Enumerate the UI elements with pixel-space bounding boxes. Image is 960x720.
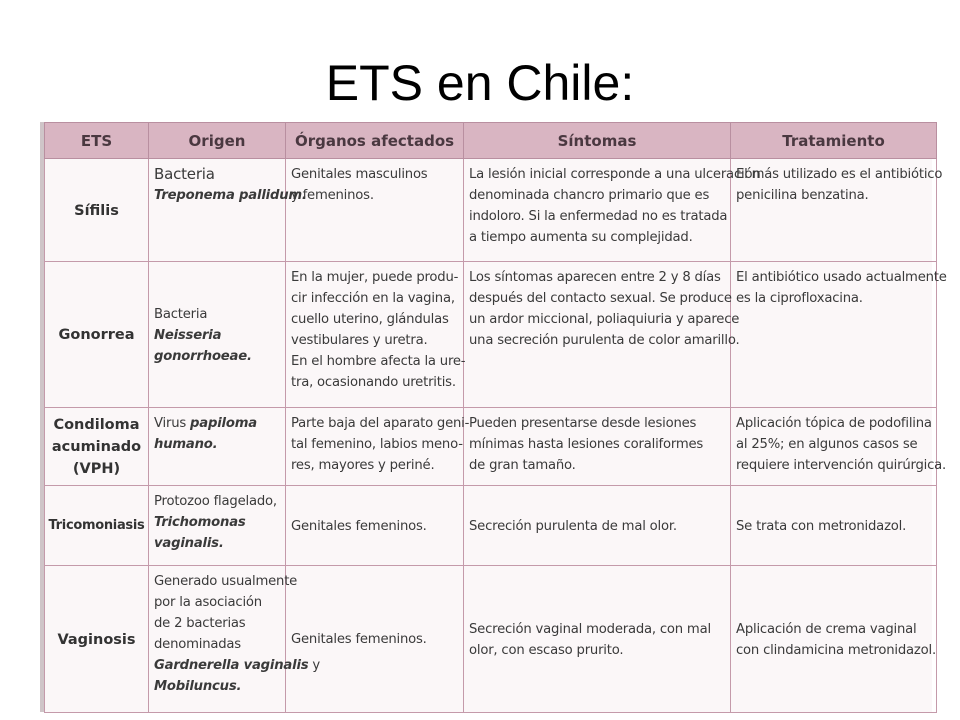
- ets-name: Vaginosis: [45, 566, 149, 713]
- tratamiento-line: El más utilizado es el antibiótico: [736, 167, 943, 182]
- sintomas-line: a tiempo aumenta su complejidad.: [469, 230, 693, 245]
- sintomas-line: una secreción purulenta de color amarillo.: [469, 333, 740, 348]
- header-ets: ETS: [45, 123, 149, 159]
- table-row: [45, 159, 937, 262]
- tratamiento-line: Se trata con metronidazol.: [736, 518, 907, 534]
- origen-line: gonorrhoeae.: [154, 348, 252, 364]
- organos-cell: [286, 408, 470, 486]
- sintomas-line: Los síntomas aparecen entre 2 y 8 días: [469, 270, 721, 285]
- sintomas-line: un ardor miccional, poliaquiuria y aparece: [469, 312, 740, 327]
- sintomas-cell: [464, 262, 740, 408]
- sintomas-cell: [464, 408, 731, 486]
- origen-line: de 2 bacterias: [154, 616, 246, 631]
- organos-line: cuello uterino, glándulas: [291, 312, 449, 327]
- sintomas-line: después del contacto sexual. Se produce: [469, 291, 732, 306]
- sintomas-line: olor, con escaso prurito.: [469, 642, 624, 658]
- organos-line: y femeninos.: [291, 188, 374, 203]
- table-row: [45, 408, 937, 486]
- origen-cell: [149, 262, 286, 408]
- tratamiento-line: al 25%; en algunos casos se: [736, 437, 918, 452]
- origen-cell: [149, 566, 321, 713]
- sintomas-line: Pueden presentarse desde lesiones: [469, 416, 697, 431]
- organos-line: Genitales masculinos: [291, 167, 428, 182]
- organos-cell: [286, 159, 464, 262]
- tratamiento-cell: [731, 408, 947, 486]
- organos-line: Genitales femeninos.: [291, 518, 427, 534]
- origen-line: Neisseria: [154, 327, 222, 343]
- origen-line: Treponema pallidum.: [154, 188, 307, 203]
- ets-name-line: acuminado: [51, 439, 142, 455]
- organos-cell: [286, 262, 464, 408]
- tratamiento-cell: [731, 262, 947, 408]
- origen-cell: [149, 159, 307, 262]
- origen-line: humano.: [154, 437, 218, 452]
- origen-line: Mobiluncus.: [154, 679, 242, 694]
- header-organos: Órganos afectados: [286, 123, 464, 159]
- tratamiento-line: requiere intervención quirúrgica.: [736, 458, 947, 473]
- origen-line: Bacteria: [154, 306, 208, 322]
- tratamiento-line: Aplicación tópica de podofilina: [736, 416, 932, 431]
- origen-line: por la asociación: [154, 595, 262, 610]
- tratamiento-line: penicilina benzatina.: [736, 188, 869, 203]
- header-origen: Origen: [149, 123, 286, 159]
- ets-name-line: (VPH): [72, 461, 121, 477]
- sintomas-line: La lesión inicial corresponde a una ulceración: [469, 167, 761, 182]
- sintomas-line: indoloro. Si la enfermedad no es tratada: [469, 209, 728, 224]
- slide-title: ETS en Chile:: [325, 55, 635, 111]
- origen-line: Trichomonas: [154, 515, 246, 530]
- header-tratamiento: Tratamiento: [731, 123, 937, 159]
- ets-name-line: Condiloma: [53, 417, 140, 433]
- tratamiento-line: El antibiótico usado actualmente: [736, 270, 947, 285]
- organos-line: cir infección en la vagina,: [291, 291, 455, 306]
- tratamiento-cell: [731, 159, 943, 262]
- origen-line: Virus: [154, 416, 191, 431]
- origen-cell: [149, 408, 286, 486]
- organos-cell: [286, 486, 464, 566]
- origen-line: papiloma: [190, 416, 257, 431]
- organos-cell: [286, 566, 464, 713]
- origen-line: denominadas: [154, 637, 241, 652]
- origen-line: Protozoo flagelado,: [154, 494, 277, 509]
- origen-line: Bacteria: [154, 165, 215, 183]
- ets-name: [45, 408, 149, 486]
- organos-line: Genitales femeninos.: [291, 632, 427, 647]
- organos-line: res, mayores y periné.: [291, 458, 435, 473]
- origen-line: Gardnerella vaginalis: [154, 658, 309, 673]
- sintomas-line: denominada chancro primario que es: [469, 188, 710, 203]
- ets-name: Tricomoniasis: [45, 486, 149, 566]
- table-header-row: [45, 123, 937, 159]
- tratamiento-line: con clindamicina metronidazol.: [736, 642, 936, 658]
- tratamiento-line: Aplicación de crema vaginal: [736, 621, 917, 637]
- origen-line: Generado usualmente: [154, 574, 298, 589]
- sintomas-cell: [464, 486, 731, 566]
- sintomas-line: de gran tamaño.: [469, 458, 576, 473]
- sintomas-line: Secreción purulenta de mal olor.: [469, 518, 677, 534]
- ets-name: Gonorrea: [45, 262, 149, 408]
- tratamiento-cell: [731, 566, 937, 713]
- organos-line: En la mujer, puede produ-: [291, 270, 459, 285]
- header-sintomas: Síntomas: [464, 123, 731, 159]
- organos-line: tra, ocasionando uretritis.: [291, 375, 456, 390]
- tratamiento-line: es la ciprofloxacina.: [736, 291, 863, 306]
- sintomas-cell: [464, 159, 761, 262]
- ets-name: Sífilis: [45, 159, 149, 262]
- table-row: [45, 262, 937, 408]
- table-row: [45, 486, 937, 566]
- sintomas-line: mínimas hasta lesiones coraliformes: [469, 437, 704, 452]
- sintomas-cell: [464, 566, 731, 713]
- origen-line: vaginalis.: [154, 536, 224, 551]
- table-row: [45, 566, 937, 713]
- origen-cell: [149, 486, 286, 566]
- organos-line: En el hombre afecta la ure-: [291, 354, 466, 369]
- ets-table-image: [40, 122, 947, 712]
- organos-line: vestibulares y uretra.: [291, 333, 428, 348]
- sintomas-line: Secreción vaginal moderada, con mal: [469, 621, 711, 637]
- origen-line: y: [308, 658, 321, 673]
- organos-line: tal femenino, labios meno-: [291, 437, 463, 452]
- tratamiento-cell: [731, 486, 937, 566]
- organos-line: Parte baja del aparato geni-: [291, 416, 470, 431]
- ets-table: [44, 122, 947, 713]
